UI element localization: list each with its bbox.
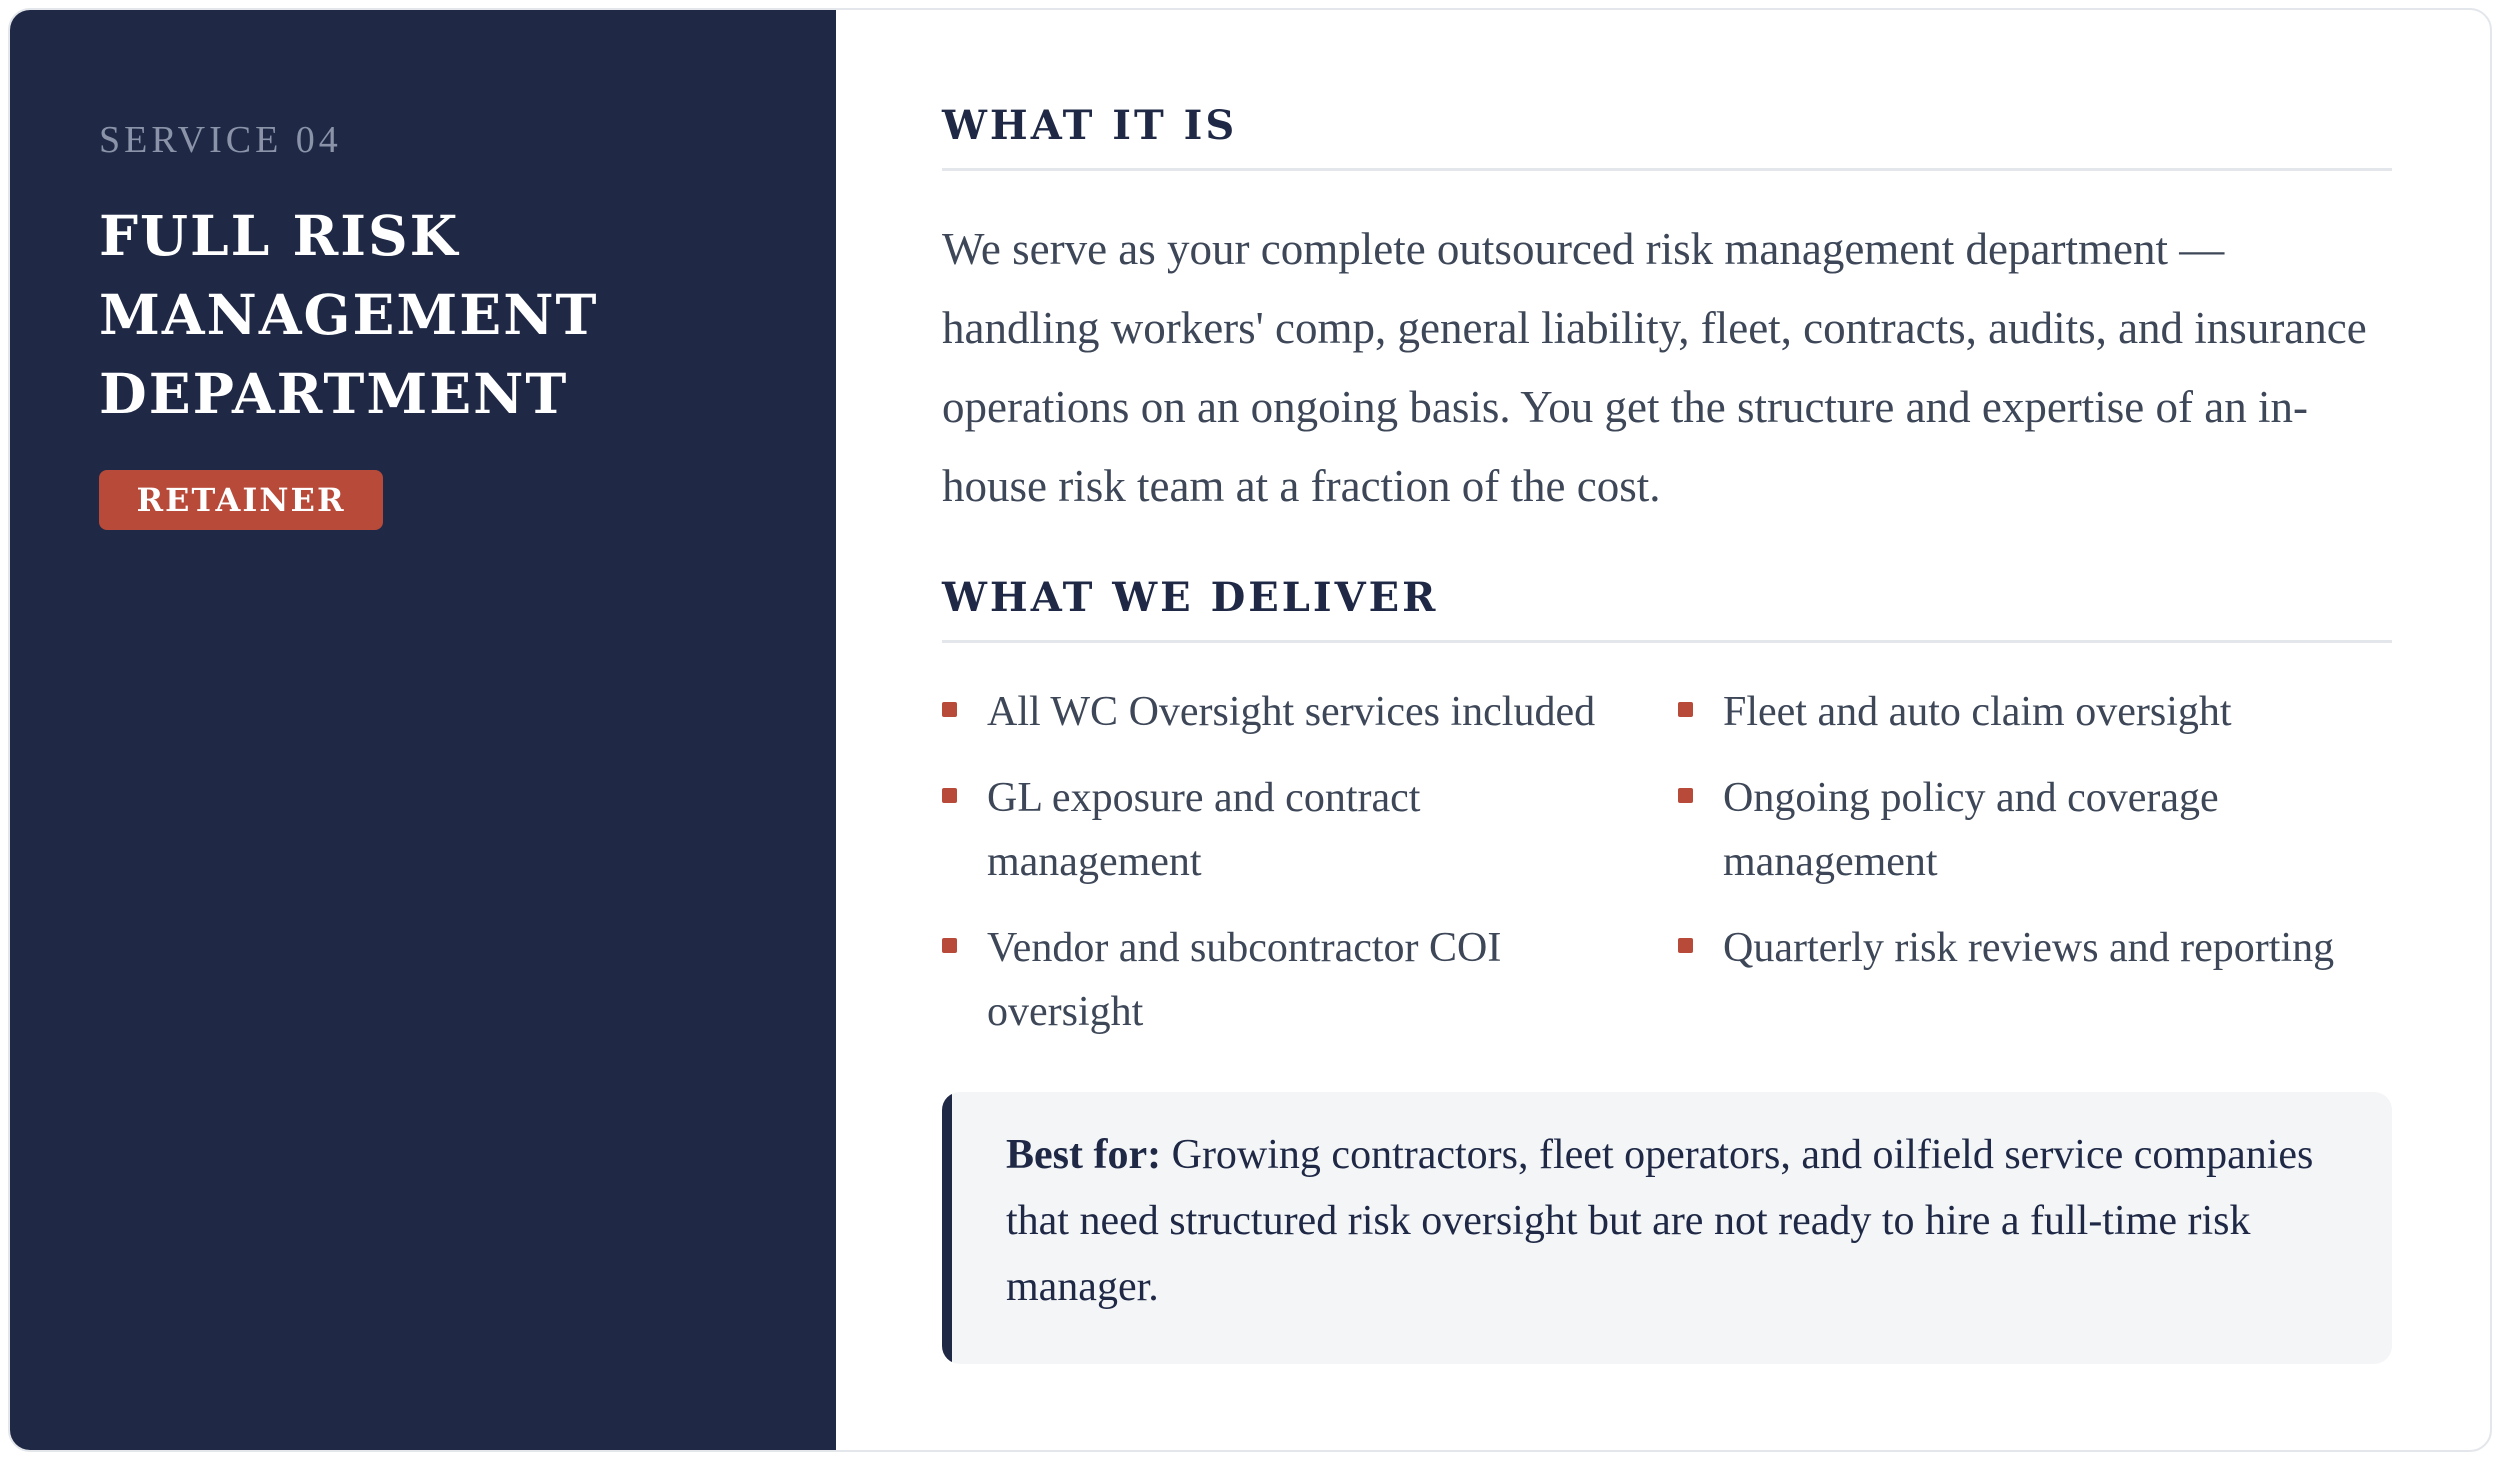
list-item: All WC Oversight services included: [942, 680, 1642, 744]
bullet-square-icon: [942, 938, 957, 953]
what-we-deliver-heading: WHAT WE DELIVER: [942, 574, 1439, 621]
list-item: Fleet and auto claim oversight: [1678, 680, 2402, 744]
service-title: FULL RISK MANAGEMENT DEPARTMENT: [99, 203, 599, 426]
best-for-text: [1006, 1122, 2356, 1320]
best-for-callout: [942, 1092, 2392, 1364]
best-for-description: Growing contractors, fleet operators, and oilfield service companies that need structured risk oversight but are not ready to hire a full-time risk manager.: [1006, 1132, 2314, 1310]
service-sidebar: [10, 10, 836, 1450]
bullet-square-icon: [1678, 938, 1693, 953]
bullet-square-icon: [942, 702, 957, 717]
bullet-square-icon: [942, 788, 957, 803]
list-item: Quarterly risk reviews and reporting: [1678, 916, 2402, 980]
list-item: Ongoing policy and coverage management: [1678, 766, 2298, 894]
service-number: SERVICE 04: [99, 119, 342, 161]
what-it-is-heading: WHAT IT IS: [942, 102, 1238, 149]
service-card: [8, 8, 2492, 1452]
bullet-square-icon: [1678, 788, 1693, 803]
service-details: [836, 10, 2490, 1450]
what-it-is-divider: [942, 168, 2392, 171]
list-item: GL exposure and contract management: [942, 766, 1512, 894]
what-we-deliver-divider: [942, 640, 2392, 643]
retainer-badge: RETAINER: [99, 470, 383, 530]
what-it-is-body: We serve as your complete outsourced risk management department — handling workers' comp, general liability, fleet, contracts, audits, and insurance operations on an ongoing basis. You get the structure and expertise of an in-house risk team at a fraction of the cost.: [942, 224, 2367, 511]
best-for-label: Best for:: [1006, 1132, 1162, 1178]
deliverables-list: [942, 680, 2402, 1080]
list-item: Vendor and subcontractor COI oversight: [942, 916, 1572, 1044]
bullet-square-icon: [1678, 702, 1693, 717]
callout-accent-bar: [942, 1092, 952, 1364]
